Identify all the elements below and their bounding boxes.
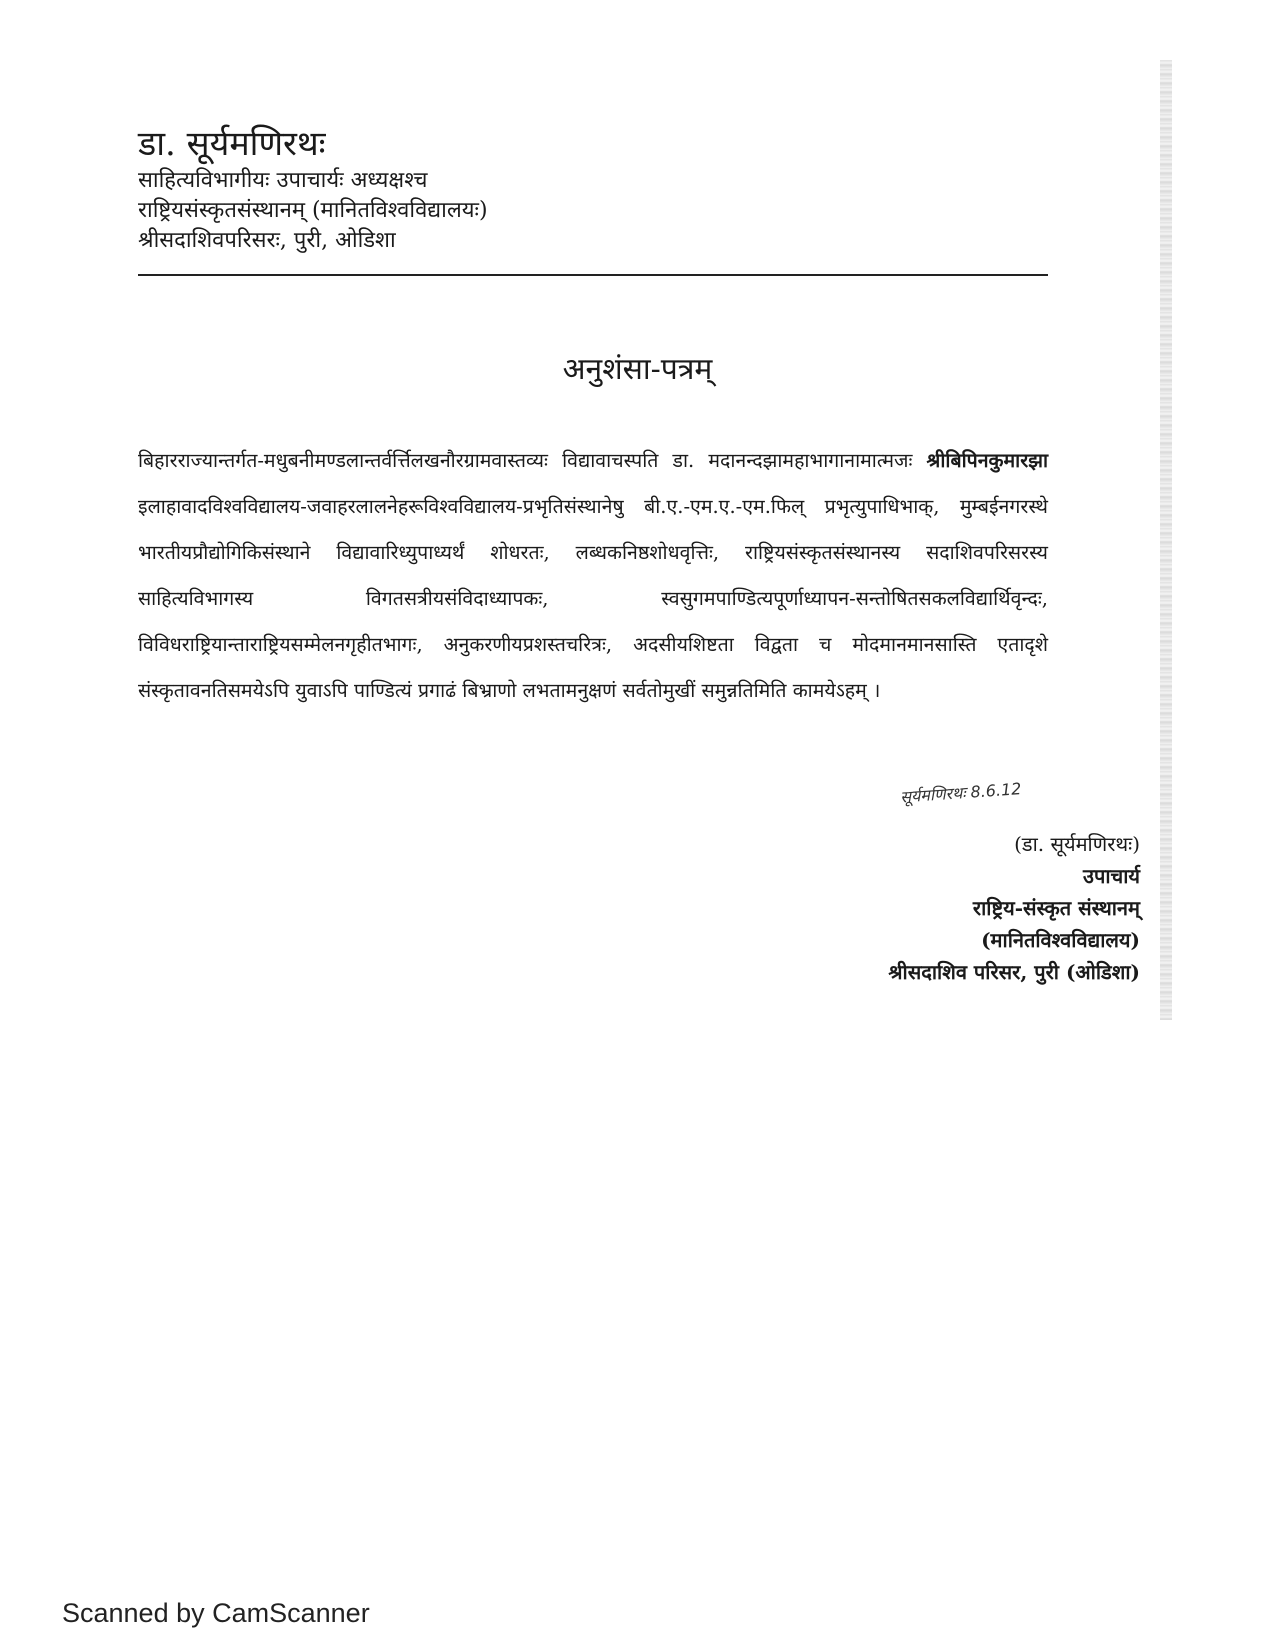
letterhead-divider xyxy=(138,274,1048,276)
scanned-page xyxy=(90,40,1190,1560)
recommendation-body xyxy=(138,438,1048,714)
stamp-designation: उपाचार्य xyxy=(1083,864,1140,888)
letterhead-address: श्रीसदाशिवपरिसरः, पुरी, ओडिशा xyxy=(138,228,396,253)
document-title: अनुशंसा-पत्रम् xyxy=(562,352,713,387)
handwritten-signature: सूर्यमणिरथः 8.6.12 xyxy=(899,779,1022,807)
stamp-university-status: (मानितविश्वविद्यालय) xyxy=(981,928,1140,952)
letterhead-designation: साहित्यविभागीयः उपाचार्यः अध्यक्षश्च xyxy=(138,168,428,193)
body-text-part1: बिहारराज्यान्तर्गत-मधुबनीमण्डलान्तर्वर्त्तिलखनौरग्रामवास्तव्यः विद्यावाचस्पति डा. मदानन्दझामहाभागानामात्मजः xyxy=(138,449,927,472)
scan-edge-shadow xyxy=(1160,60,1172,1020)
stamp-address: श्रीसदाशिव परिसर, पुरी (ओडिशा) xyxy=(888,960,1140,984)
letterhead-name: डा. सूर्यमणिरथः xyxy=(138,124,326,164)
candidate-name: श्रीबिपिनकुमारझा xyxy=(926,449,1048,472)
letterhead xyxy=(138,122,1048,256)
stamp-name: (डा. सूर्यमणिरथः) xyxy=(1014,832,1140,856)
body-text-part2: इलाहावादविश्वविद्यालय-जवाहरलालनेहरूविश्वविद्यालय-प्रभृतिसंस्थानेषु बी.ए.-एम.ए.-एम.फिल् प्रभृत्युपाधिभाक्, मुम्बईनगरस्थे भारतीयप्रौद्योगिकिसंस्थाने विद्यावारिध्युपाध्यर्थं शोधरतः, लब्धकनिष्ठशोधवृत्तिः, राष्ट्रियसंस्कृतसंस्थानस्य सदाशिवपरिसरस्य साहित्यविभागस्य विगतसत्रीयसंविदाध्यापकः, स्वसुगमपाण्डित्यपूर्णाध्यापन-सन्तोषितसकलविद्यार्थिवृन्दः, विविधराष्ट्रियान्ताराष्ट्रियसम्मेलनगृहीतभागः, अनुकरणीयप्रशस्तचरित्रः, अदसीयशिष्टता विद्वता च मोदमानमानसास्ति एतादृशे संस्कृतावनतिसमयेऽपि युवाऽपि पाण्डित्यं प्रगाढं बिभ्राणो लभतामनुक्षणं सर्वतोमुखीं समुन्नतिमिति कामयेऽहम् । xyxy=(138,495,1048,702)
scanner-watermark: Scanned by CamScanner xyxy=(62,1598,370,1628)
stamp-institute: राष्ट्रिय-संस्कृत संस्थानम् xyxy=(972,896,1140,920)
official-stamp xyxy=(800,828,1140,988)
letterhead-institute: राष्ट्रियसंस्कृतसंस्थानम् (मानितविश्वविद्यालयः) xyxy=(138,198,488,223)
